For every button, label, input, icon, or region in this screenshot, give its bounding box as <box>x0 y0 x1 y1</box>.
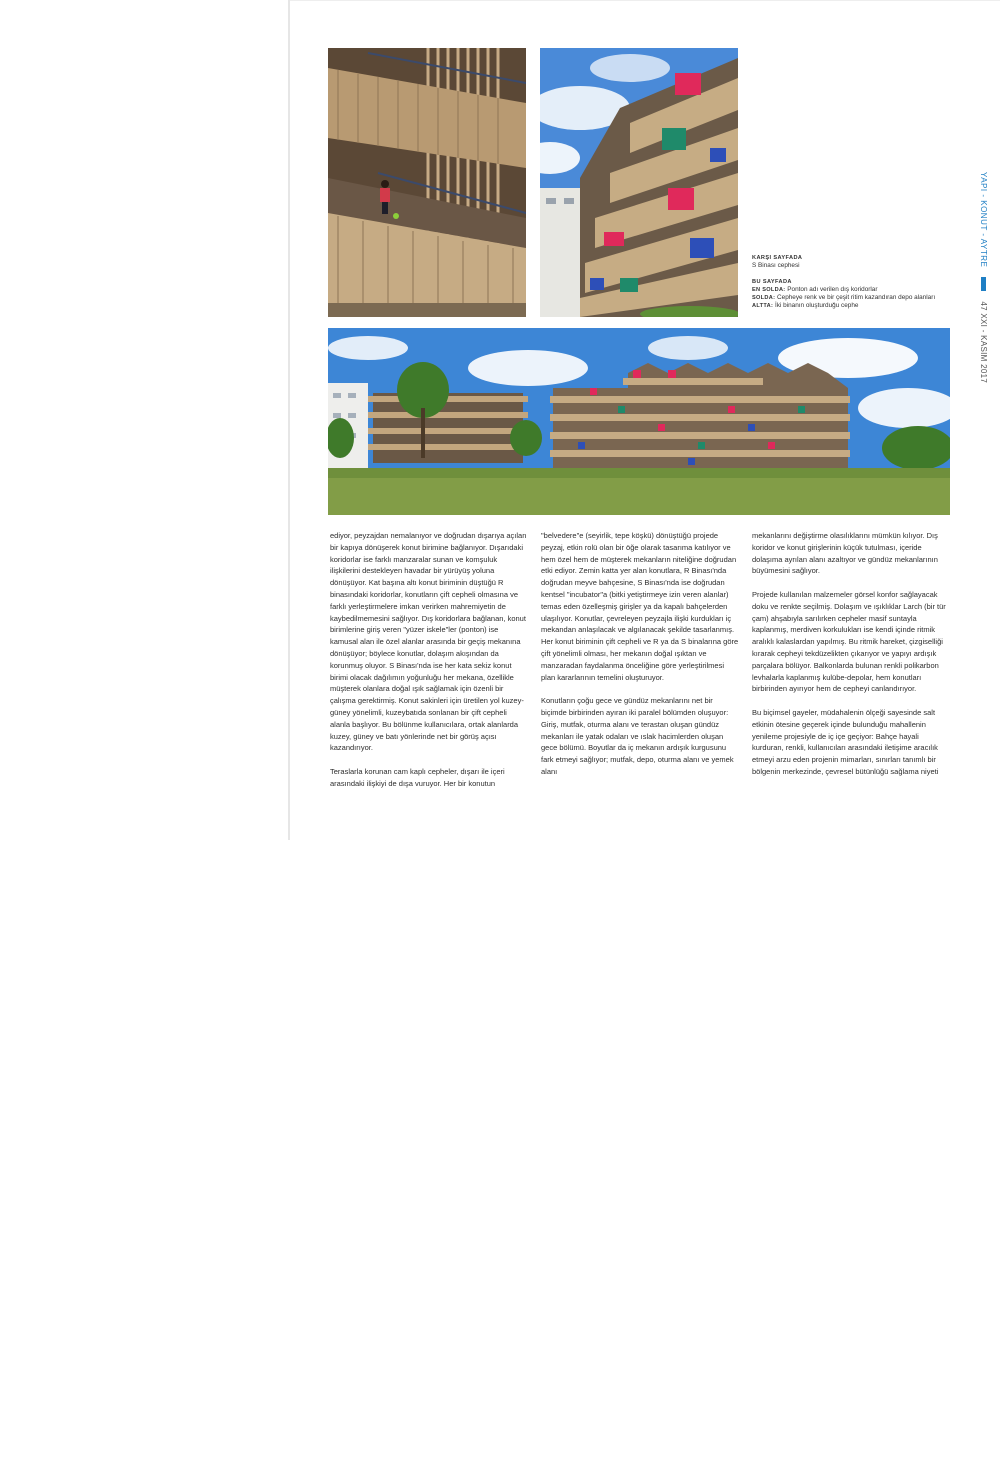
text-column-1 <box>330 530 528 790</box>
paragraph: mekanlarını değiştirme olasılıklarını mümkün kılıyor. Dış koridor ve konut girişlerinin küçük tutulması, içeride dolaşıma ayrılan alanı azaltıyor ve gündüz mekanlarının büyümesini sağlıyor. <box>752 531 938 576</box>
paragraph: Konutların çoğu gece ve gündüz mekanlarını net bir biçimde birbirinden ayıran iki paralel bölümden oluşuyor: Giriş, mutfak, oturma alanı ve terastan oluşan gündüz mekanları ile yatak odaları ve ıslak hacimlerden oluşan gece bölümü. Boyutlar da iç mekanın ardışık kurgusunu fark etmeyi sağlıyor; mutfak, depo, oturma alanı ve yemek alanı <box>541 696 734 776</box>
facade-photo <box>540 48 738 317</box>
photo-caption <box>752 254 942 310</box>
caption-item: EN SOLDA: Ponton adı verilen dış koridorlar <box>752 286 878 293</box>
caption-item: ALTTA: İki binanın oluşturduğu cephe <box>752 302 859 309</box>
paragraph: Projede kullanılan malzemeler görsel konfor sağlayacak doku ve renkte seçilmiş. Dolaşım ve ışıklıklar Larch (bir tür çam) ahşabıyla sarılırken cepheler masif suntayla kaplanmış, merdiven korkulukları ise kendi içinde ritmik aralıklı kalaslardan yapılmış. Bu ritmik hareket, çizgiselliği kırarak cepheyi tekdüzelikten çıkarıyor ve yapıyı ardışık parçalara bölüyor. Balkonlarda bulunan renkli polikarbon levhalarla kaplanmış kulübe-depolar, hem konutları birbirinden ayırıyor hem de cepheyi canlandırıyor. <box>752 589 946 694</box>
wide-photo <box>328 328 950 515</box>
two-buildings-landscape-illustration <box>328 328 950 515</box>
side-running-head <box>976 172 990 382</box>
caption-opposite-text: S Binası cephesi <box>752 262 800 269</box>
colored-balcony-facade-illustration <box>540 48 738 317</box>
paragraph: Teraslarla korunan cam kaplı cepheler, dışarı ile içeri arasındaki ilişkiyi de dışa vuruyor. Her bir konutun <box>330 766 505 788</box>
caption-item: SOLDA: Cepheye renk ve bir çeşit ritim kazandıran depo alanları <box>752 294 936 301</box>
paragraph: "belvedere"e (seyirlik, tepe köşkü) dönüştüğü projede peyzaj, etkin rolü olan bir öğe olarak tasarıma katılıyor ve hem özel hem de müşterek mekanların niteliğine doğrudan etki ediyor. Zemin katta yer alan konutlara, R Binası'nda doğrudan meyve bahçesine, S Binası'nda ise doğrudan kentsel "incubator"a (bitki yetiştirmeye izin veren alanlar) temas eden özelleşmiş girişler ya da kapalı bahçelerden ulaşılıyor. Konutlar, çevreleyen peyzajla ilişki kurdukları iç mekandan anlaşılacak ve algılanacak şekilde tasarlanmış. Her konut biriminin çift cepheli ve R ya da S binalarına göre çift yönelimli olması, her mekanın doğal ışıktan ve manzaradan faydalanma önceliğine göre yerleştirilmesi plan kararlarının temelini oluşturuyor. <box>541 531 739 682</box>
paragraph: ediyor, peyzajdan nemalanıyor ve doğrudan dışarıya açılan bir kapıya dönüşerek konut birimine bağlanıyor. Dışarıdaki koridorlar ise farklı manzaralar sunan ve komşuluk ilişkilerini destekleyen havadar bir yürüyüş yoluna dönüşüyor. Kat başına altı konut biriminin düştüğü R binasındaki koridorlar, konutların çift cepheli olmasına ve farklı yerleştirmelere imkan verirken mahremiyetin de kaybedilmemesini sağlıyor. Dış koridorlara bağlanan, konut birimlerine giriş veren "yüzer iskele"ler (ponton) ise kamusal alan ile özel alanlar arasında bir geçiş mekanına dönüşüyor; böylece konutlar, dolaşım akışından da korunmuş oluyor. S Binası'nda ise her kata sekiz konut birimi olacak dağılımın yoğunluğu her mekana, özellikle müşterek olanlara doğal ışık sağlamak için özenli bir çalışma gerektirmiş. Konut sakinleri için üretilen yol kuzey-güney yönelimli, kuzeybatıda sonlanan bir çift cepheli alanla başlıyor. Bu bölünme kullanıcılara, ortak alanlarda kuzey, güney ve batı yönlerinde net bir görüş açısı kazandırıyor. <box>330 531 527 753</box>
running-head-brand: YAPI - KONUT - AYTRE <box>979 172 988 268</box>
page-edge-shadow <box>288 0 290 840</box>
text-column-2 <box>541 530 739 778</box>
text-column-3 <box>752 530 950 778</box>
paragraph: Bu biçimsel gayeler, müdahalenin ölçeği sayesinde salt etkinin ötesine geçerek içinde bulunduğu mahallenin yenileme projesiyle de iç içe geçiyor: Bahçe hayali kurduran, renkli, kullanıcıları arasındaki iletişime aracılık etmeyi arzu eden projenin mimarları, sınırları tanımlı bir bölgenin merkezinde, çevresel bütünlüğü sağlama niyeti <box>752 707 939 776</box>
corridor-photo <box>328 48 526 317</box>
caption-opposite-label: KARŞI SAYFADA <box>752 255 803 261</box>
running-head-folio: 47 XXI - KASIM 2017 <box>979 301 988 384</box>
wooden-corridor-illustration <box>328 48 526 317</box>
page-top-edge <box>290 0 1000 1</box>
caption-this-label: BU SAYFADA <box>752 279 792 285</box>
running-head-bar <box>981 277 986 291</box>
